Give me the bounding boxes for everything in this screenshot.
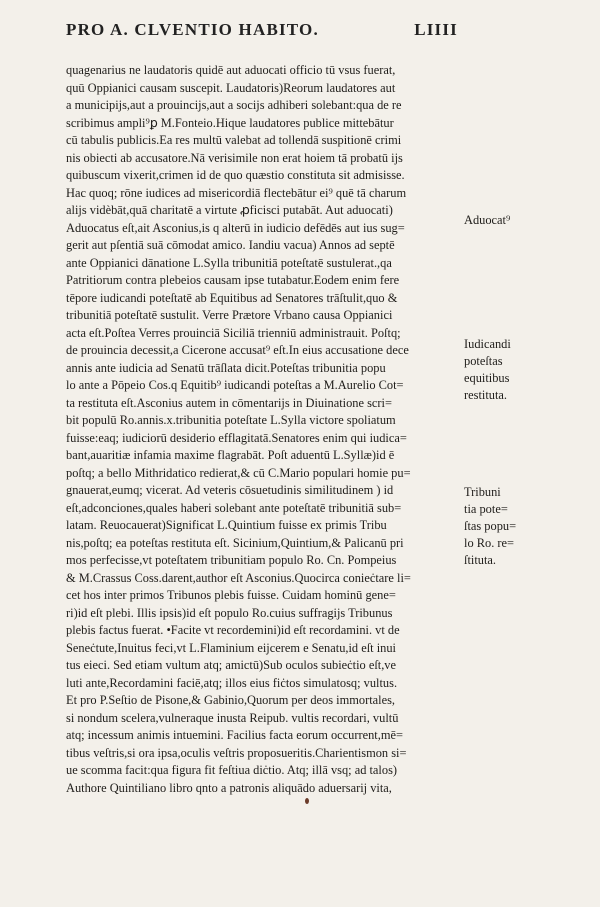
text-line: quibuscum vixerit,crimen id de quo quæstio constituta sit admisisse. (66, 168, 405, 182)
text-line: alijs vidèbāt,quā charitatē a virtute ꝓficisci putabāt. Aut aduocati) (66, 203, 393, 217)
text-line: tēpore iudicandi poteſtatē ab Equitibus ad Senatores trāſtulit,quo & (66, 290, 398, 305)
margin-note-line: poteſtas (464, 354, 503, 368)
text-line: Et pro P.Seſtio de Pisone,& Gabinio,Quorum per deos immortales, (66, 693, 396, 707)
text-line: eſt,adconciones,quales haberi solebant ante poteſtatē tribunitiā sub= (66, 500, 402, 515)
margin-note-line: restituta. (464, 388, 508, 402)
text-line: tribunitiā poteſtatē sustulit. Verre Prætore Vrbano causa Oppianici (66, 308, 393, 322)
text-line: fuisse:eaq; iudiciorū desiderio efflagitatā.Senatores enim qui iudica= (66, 430, 407, 445)
text-line: atq; incessum animis intuemini. Facilius facta eorum occurrent,mē= (66, 728, 403, 742)
margin-note (464, 336, 511, 404)
text-line: gnauerat,eumq; vicerat. Ad veteris cōsuetudinis similitudinem ) id (66, 483, 394, 497)
text-line: si nondum scelera,vulneraque inusta Reipub. vultis recordari, vultū (66, 710, 399, 725)
text-line: tibus veſtris,si ora ipsa,oculis veſtris proposueritis.Charientismon si= (66, 745, 407, 760)
text-line: bant,auaritiæ infamia maxime flagrabāt. Poſt aduentū L.Syllæ)id ē (66, 448, 395, 462)
margin-note (464, 484, 516, 569)
text-line: nis obiecti ab accusatore.Nā verisimile non erat hoiem tā probatū ijs (66, 150, 403, 165)
text-line: Authore Quintiliano libro qnto a patronis aliquādo aduersarij vita, (66, 780, 392, 795)
text-line: quū Oppianici causam suscepit. Laudatoris)Reorum laudatores aut (66, 80, 396, 95)
text-line: plebis factus fuerat. •Facite vt recordemini)id eſt recordamini. vt de (66, 623, 400, 637)
text-line: gerit aut pſentiā suā cōmodat amico. Iandiu vacua) Annos ad septē (66, 238, 395, 252)
text-line: & M.Crassus Coss.darent,author eſt Asconius.Quocirca conieċtare li= (66, 570, 411, 585)
margin-note-line: ſtituta. (464, 553, 497, 567)
running-header (66, 20, 458, 40)
margin-note-line: ſtas popu= (464, 519, 517, 533)
text-line: ante Oppianici dānatione L.Sylla tribunitiā poteſtatē sustulerat.,qa (66, 255, 392, 270)
text-line: lo ante a Pōpeio Cos.q Equitib⁹ iudicandi poteſtas a M.Aurelio Cot= (66, 378, 404, 392)
text-line: Aduocatus eſt,ait Asconius,is q alterū in iudicio defēdēs aut ius sug= (66, 220, 405, 235)
text-line: Hac quoq; rōne iudices ad misericordiā flectebātur ei⁹ quē tā charum (66, 185, 407, 200)
text-line: quagenarius ne laudatoris quidē aut aduocati officio tū vsus fuerat, (66, 63, 396, 77)
text-line: luti ante,Recordamini faciē,atq; illos eius fiċtos simulatosq; vultus. (66, 675, 398, 690)
text-line: cū tabulis publicis.Ea res multū valebat ad tollendā suspitionē crimi (66, 133, 402, 147)
margin-note-line: tia pote= (464, 502, 508, 516)
margin-note-line: lo Ro. re= (464, 536, 515, 550)
text-line: nis,poſtq; ea poteſtas restituta eſt. Sicinium,Quintium,& Palicanū pri (66, 535, 404, 550)
text-line: cet hos inter primos Tribunos plebis fuisse. Cuidam hominū gene= (66, 588, 396, 602)
text-line: annis ante iudicia ad Senatū trāſlata dicit.Poteſtas tribunitia popu (66, 360, 386, 375)
margin-note-line: equitibus (464, 371, 510, 385)
ink-spot (305, 798, 309, 804)
text-line: Seneċtute,Inuitus feci,vt L.Flaminium eijcerem e Senatu,id eſt inui (66, 640, 396, 655)
text-line: de prouincia decessit,a Cicerone accusat⁹ eſt.In eius accusatione dece (66, 343, 409, 357)
text-line: Patritiorum contra plebeios causam ipse tutabatur.Eodem enim fere (66, 273, 400, 287)
text-line: latam. Reuocauerat)Significat L.Quintium fuisse ex primis Tribu (66, 518, 387, 532)
text-line: ta restituta eſt.Asconius autem in cōmentarijs in Diuinatione scri= (66, 395, 392, 410)
text-line: a municipijs,aut a prouincijs,aut a socijs adhiberi solebant:qua de re (66, 98, 402, 112)
text-line: tus eieci. Sed etiam vultum atq; amictū)Sub oculos subieċtio eſt,ve (66, 658, 397, 672)
text-line: ri)id eſt plebi. Illis ipsis)id eſt populo Ro.cuius suffragijs Tribunus (66, 605, 393, 620)
text-line: poſtq; a bello Mithridatico redierat,& cū C.Mario populari homie pu= (66, 465, 411, 480)
text-line: ue scomma facit:qua figura fit feſtiua diċtio. Atq; illā vsq; ad talos) (66, 763, 398, 777)
text-line: mos perfecisse,vt poteſtatem tribunitiam populo Ro. Cn. Pompeius (66, 553, 397, 567)
text-line: acta eſt.Poſtea Verres prouinciā Siciliā trienniū administrauit. Poſtq; (66, 325, 401, 340)
margin-note (464, 212, 510, 229)
margin-note-line: Iudicandi (464, 337, 511, 351)
margin-note-line: Aduocat⁹ (464, 213, 511, 227)
text-line: scribimus ampli⁹ꝑ M.Fonteio.Hique laudatores publice mittebātur (66, 115, 394, 130)
running-title: PRO A. CLVENTIO HABITO. (66, 20, 319, 39)
text-line: bit populū Ro.annis.x.tribunitia poteſtate L.Sylla victore spoliatum (66, 413, 396, 427)
margin-note-line: Tribuni (464, 485, 501, 499)
commentary-text-block (66, 62, 460, 797)
folio-number: LIIII (414, 20, 458, 39)
